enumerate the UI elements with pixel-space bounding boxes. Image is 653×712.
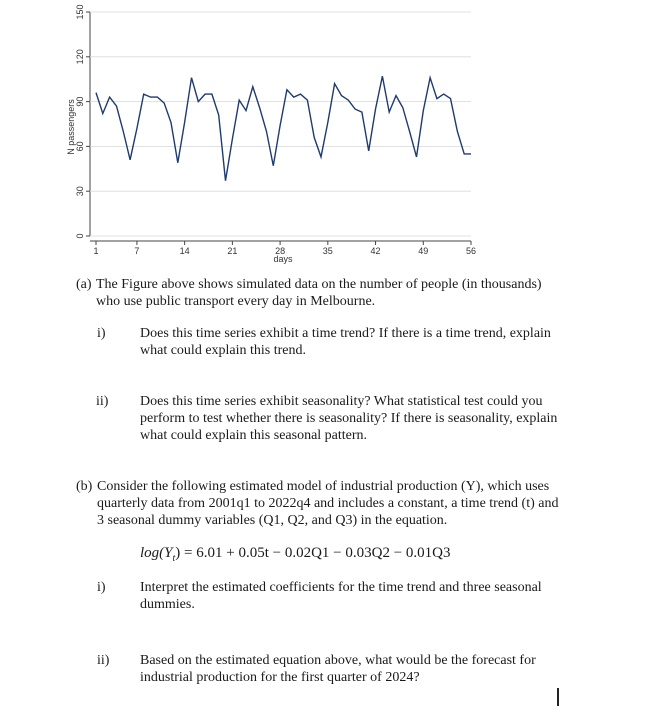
y-tick-label: 120 [75,49,85,65]
y-tick-label: 60 [75,141,85,152]
question-b-i-text: Interpret the estimated coefficients for the time trend and three seasonal dummies. [140,580,542,612]
text-cursor [557,688,559,706]
question-b-i-number: i) [97,580,106,595]
equation-rhs: ) = 6.01 + 0.05t − 0.02Q1 − 0.03Q2 − 0.01Q3 [175,545,451,561]
y-tick-label: 0 [75,233,85,239]
x-tick-label: 1 [93,246,99,256]
equation-subscript: t [172,553,176,564]
question-b-ii-text: Based on the estimated equation above, what would be the forecast for industrial production for the first quarter of 2024? [140,653,536,685]
y-tick-label: 150 [75,4,85,20]
y-axis-label: N passengers [66,99,76,155]
y-tick-label: 30 [75,186,85,197]
x-tick-label: 21 [227,246,238,256]
question-a-text: The Figure above shows simulated data on the number of people (in thousands) who use public transport every day in Melbourne. [96,277,542,309]
series-line [96,76,471,181]
passenger-chart [0,0,653,270]
y-axis [75,4,471,238]
x-tick-label: 14 [179,246,190,256]
estimated-equation [140,545,451,564]
x-axis-label: days [273,254,293,264]
x-tick-label: 49 [418,246,429,256]
x-tick-label: 42 [370,246,381,256]
question-a-i-text: Does this time series exhibit a time trend? If there is a time trend, explain what could explain this trend. [140,326,551,358]
x-tick-label: 56 [465,246,477,256]
question-b-text: Consider the following estimated model of industrial production (Y), which uses quarterly data from 2001q1 to 2022q4 and includes a constant, a time trend (t) and 3 seasonal dummy variables (Q1, Q2, and Q3) in the equation. [97,479,559,528]
equation-lhs: log(Y [140,545,173,561]
question-a-ii-text: Does this time series exhibit seasonality? What statistical test could you perform to test whether there is seasonality? If there is seasonality, explain what could explain this seasonal pattern. [140,394,558,443]
question-b-label: (b) [76,479,93,494]
x-tick-label: 35 [322,246,333,256]
y-tick-label: 90 [75,96,85,107]
question-a-i-number: i) [97,326,106,341]
x-tick-label: 7 [134,246,140,256]
question-a-label: (a) [76,277,92,292]
x-tick-label: 28 [275,246,286,256]
question-b-ii-number: ii) [97,653,110,668]
question-a-ii-number: ii) [96,394,109,409]
